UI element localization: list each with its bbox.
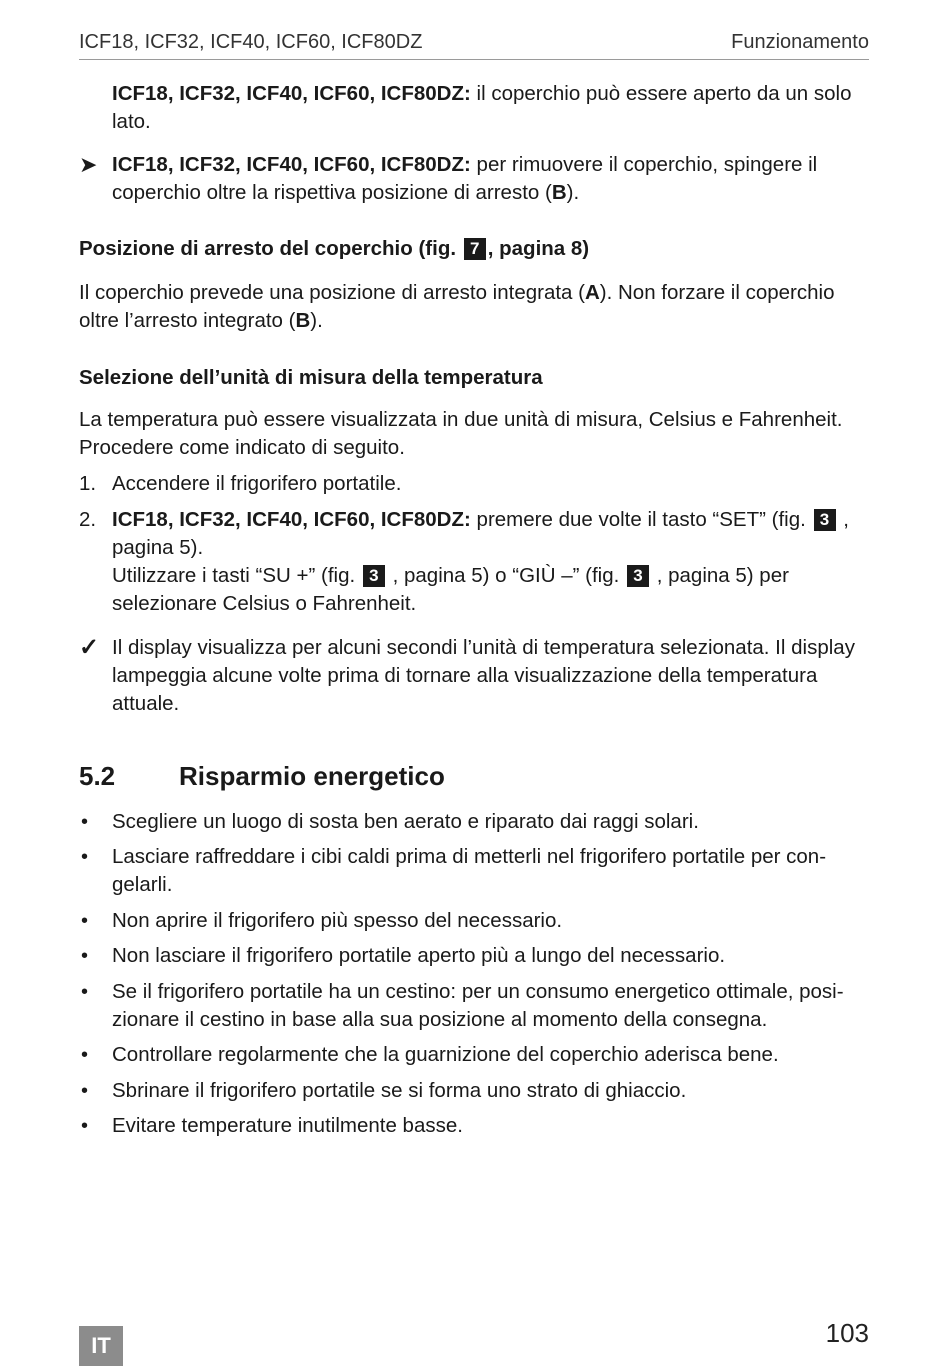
bullet-icon: •: [81, 910, 89, 932]
paragraph-lid-stop: Il coperchio prevede una posizione di arresto integrata (A). Non forzare il coperchio oltre l’arresto integrato (B).: [79, 281, 835, 332]
figure-ref-badge: 7: [464, 238, 486, 260]
page-header: [79, 31, 869, 60]
arrow-icon: ➤: [79, 152, 98, 177]
language-badge: IT: [79, 1326, 123, 1366]
bullet-item: Evitare temperature inutilmente basse.: [112, 1114, 463, 1137]
section-number: 5.2: [79, 761, 116, 791]
bullet-item: Non aprire il frigorifero più spesso del necessario.: [112, 909, 563, 932]
bullet-item: Lasciare raffreddare i cibi caldi prima di metterli nel frigorifero portatile per congelarli.: [112, 845, 827, 896]
paragraph-temperature-unit: La temperatura può essere visualizzata in due unità di misura, Celsius e Fahrenheit. Procedere come indicato di seguito.: [79, 408, 843, 459]
step-number: 2.: [79, 508, 97, 531]
header-section: Funzionamento: [731, 31, 869, 53]
bullet-item: Sbrinare il frigorifero portatile se si forma uno strato di ghiaccio.: [112, 1079, 687, 1102]
section-title: Risparmio energetico: [179, 761, 445, 791]
figure-ref-badge: 3: [627, 565, 649, 587]
bullet-icon: •: [81, 1115, 89, 1137]
header-models: ICF18, ICF32, ICF40, ICF60, ICF80DZ: [79, 31, 423, 53]
bullet-icon: •: [81, 846, 89, 868]
subheading-lid-stop: Posizione di arresto del coperchio (fig. 7 , pagina 8): [79, 237, 590, 260]
subheading-temperature-unit: Selezione dell’unità di misura della temperatura: [79, 366, 543, 389]
figure-ref-badge: 3: [814, 509, 836, 531]
bullet-icon: •: [81, 981, 89, 1003]
bullet-item: Se il frigorifero portatile ha un cestino: per un consumo energetico ottimale, posizionare il cestino in base alla sua posizione al momento della consegna.: [112, 980, 844, 1031]
bullet-icon: •: [81, 945, 89, 967]
bullet-item: Controllare regolarmente che la guarnizione del coperchio aderisca bene.: [112, 1043, 779, 1066]
bullet-icon: •: [81, 1044, 89, 1066]
step-text: Accendere il frigorifero portatile.: [112, 472, 402, 495]
step-text: ICF18, ICF32, ICF40, ICF60, ICF80DZ: premere due volte il tasto “SET” (fig. 3 , pagina 5). Utilizzare i tasti “SU +” (fig. 3 , pagina 5) o “GIÙ –” (fig. 3 , pagina 5) per selezionare Celsius o Fahrenheit.: [112, 508, 849, 615]
paragraph-open-side: ICF18, ICF32, ICF40, ICF60, ICF80DZ: il coperchio può essere aperto da un solo lato.: [112, 82, 852, 133]
figure-ref-badge: 3: [363, 565, 385, 587]
step-number: 1.: [79, 472, 97, 495]
check-icon: ✓: [79, 634, 100, 661]
bullet-icon: •: [81, 1080, 89, 1102]
bullet-item: Non lasciare il frigorifero portatile aperto più a lungo del necessario.: [112, 944, 726, 967]
result-text: Il display visualizza per alcuni secondi l’unità di temperatura selezionata. Il display lampeggia alcune volte prima di tornare alla visualizzazione della temperatura attuale.: [112, 636, 855, 715]
bullet-item: Scegliere un luogo di sosta ben aerato e riparato dai raggi solari.: [112, 810, 699, 833]
instruction-remove-lid: ICF18, ICF32, ICF40, ICF60, ICF80DZ: per rimuovere il coperchio, spingere il coperchio oltre la rispettiva posizione di arresto (B).: [112, 153, 818, 204]
page-number: 103: [825, 1318, 869, 1348]
bullet-icon: •: [81, 811, 89, 833]
